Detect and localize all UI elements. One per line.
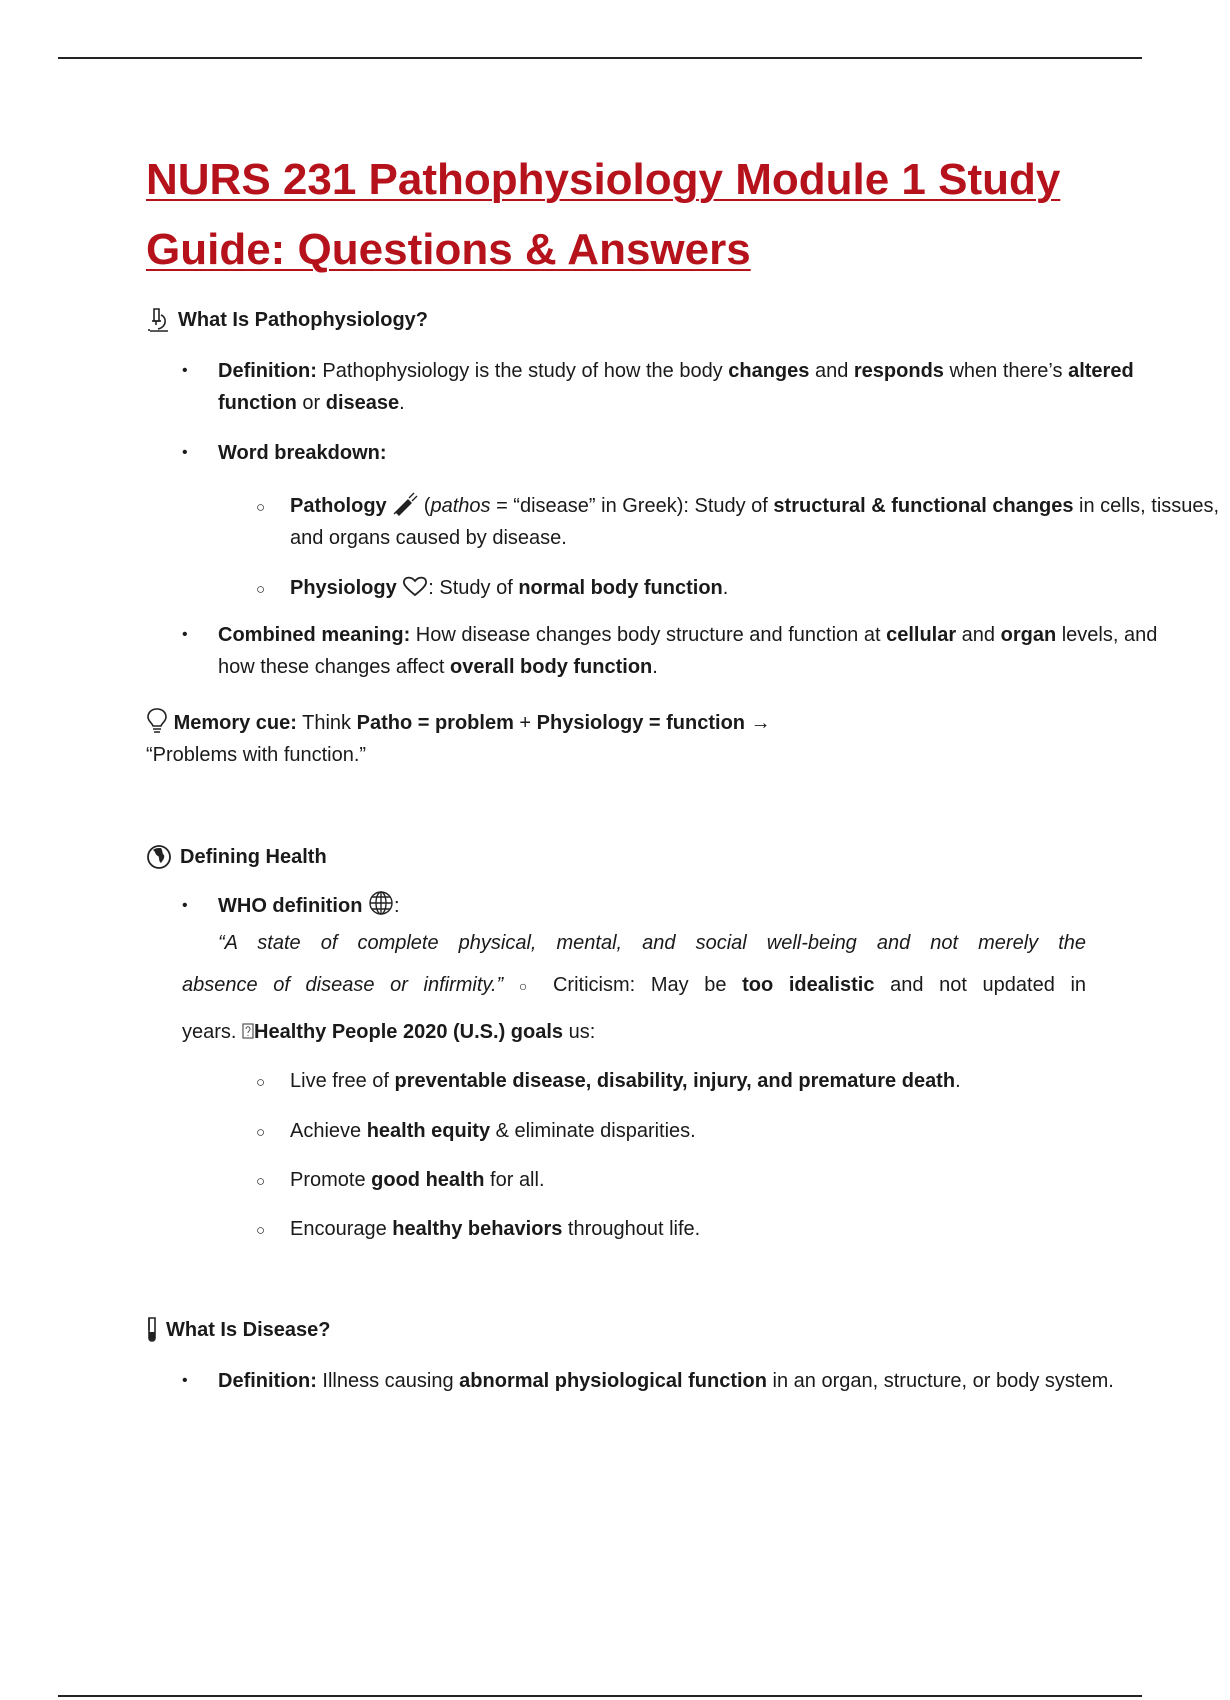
bullet: • [182, 897, 188, 914]
who-quote-line-2: absence of disease or infirmity.” ○ Criticism: May be too idealistic and not updated in [182, 974, 1087, 996]
section-heading-pathophysiology [146, 305, 1086, 335]
section-heading-text: What Is Pathophysiology? [178, 309, 429, 331]
goal-item: ○ Live free of preventable disease, disability, injury, and premature death. [256, 1070, 961, 1092]
goal-item: ○ Encourage healthy behaviors throughout life. [256, 1218, 701, 1240]
sub-item-physiology: ○ Physiology : Study of normal body function. [146, 572, 1230, 604]
footer-rule [58, 1695, 1142, 1697]
list-item-definition: • Definition: Pathophysiology is the study of how the body changes and responds when there’s altered function or disease. [146, 355, 1158, 419]
sub-item-pathology: ○ Pathology (pathos = “disease” in Greek): Study of structural & functional changes in cells, tissues, and organs caused by disease. [146, 490, 1230, 554]
section-heading-disease [146, 1315, 1086, 1345]
world-grid-icon [368, 890, 394, 916]
goal-item: ○ Promote good health for all. [256, 1169, 545, 1191]
list-item-who-definition: • WHO definition : [146, 890, 1158, 922]
list-item-word-breakdown: • Word breakdown: [146, 437, 1158, 469]
section-heading-text: Defining Health [180, 846, 327, 868]
who-quote-line-1: “A state of complete physical, mental, and social well-being and not merely the [218, 932, 1086, 954]
microscope-icon [146, 307, 170, 333]
title-line-2: Guide: Questions & Answers [146, 225, 751, 274]
header-rule [58, 57, 1142, 59]
bullet: • [182, 626, 188, 643]
heart-icon [402, 575, 428, 597]
test-tube-icon [146, 1316, 158, 1344]
sub-bullet: ○ [256, 499, 266, 516]
title-line-1: NURS 231 Pathophysiology Module 1 Study [146, 155, 1061, 204]
bullet: • [182, 1372, 188, 1389]
document-title [146, 145, 1086, 285]
sub-bullet: ○ [256, 581, 266, 598]
lightbulb-icon [146, 707, 168, 733]
section-heading-defining-health [146, 842, 1086, 872]
bullet: • [182, 362, 188, 379]
memory-cue: Memory cue: Think Patho = problem + Physiology = function → “Problems with function.” [146, 707, 1086, 771]
syringe-icon [392, 492, 418, 516]
globe-icon [146, 844, 172, 870]
healthy-people-line: years. Healthy People 2020 (U.S.) goals us: [182, 1021, 596, 1043]
list-item-combined-meaning: • Combined meaning: How disease changes body structure and function at cellular and organ levels, and how these changes affect overall body function. [146, 619, 1158, 683]
document-page [146, 145, 1220, 1392]
section-heading-text: What Is Disease? [166, 1319, 331, 1341]
goal-item: ○ Achieve health equity & eliminate disparities. [256, 1120, 696, 1142]
placeholder-glyph-icon [242, 1023, 254, 1039]
bullet: • [182, 444, 188, 461]
list-item-disease-definition: • Definition: Illness causing abnormal physiological function in an organ, structure, or body system. [146, 1365, 1158, 1397]
sub-bullet: ○ [518, 978, 538, 994]
